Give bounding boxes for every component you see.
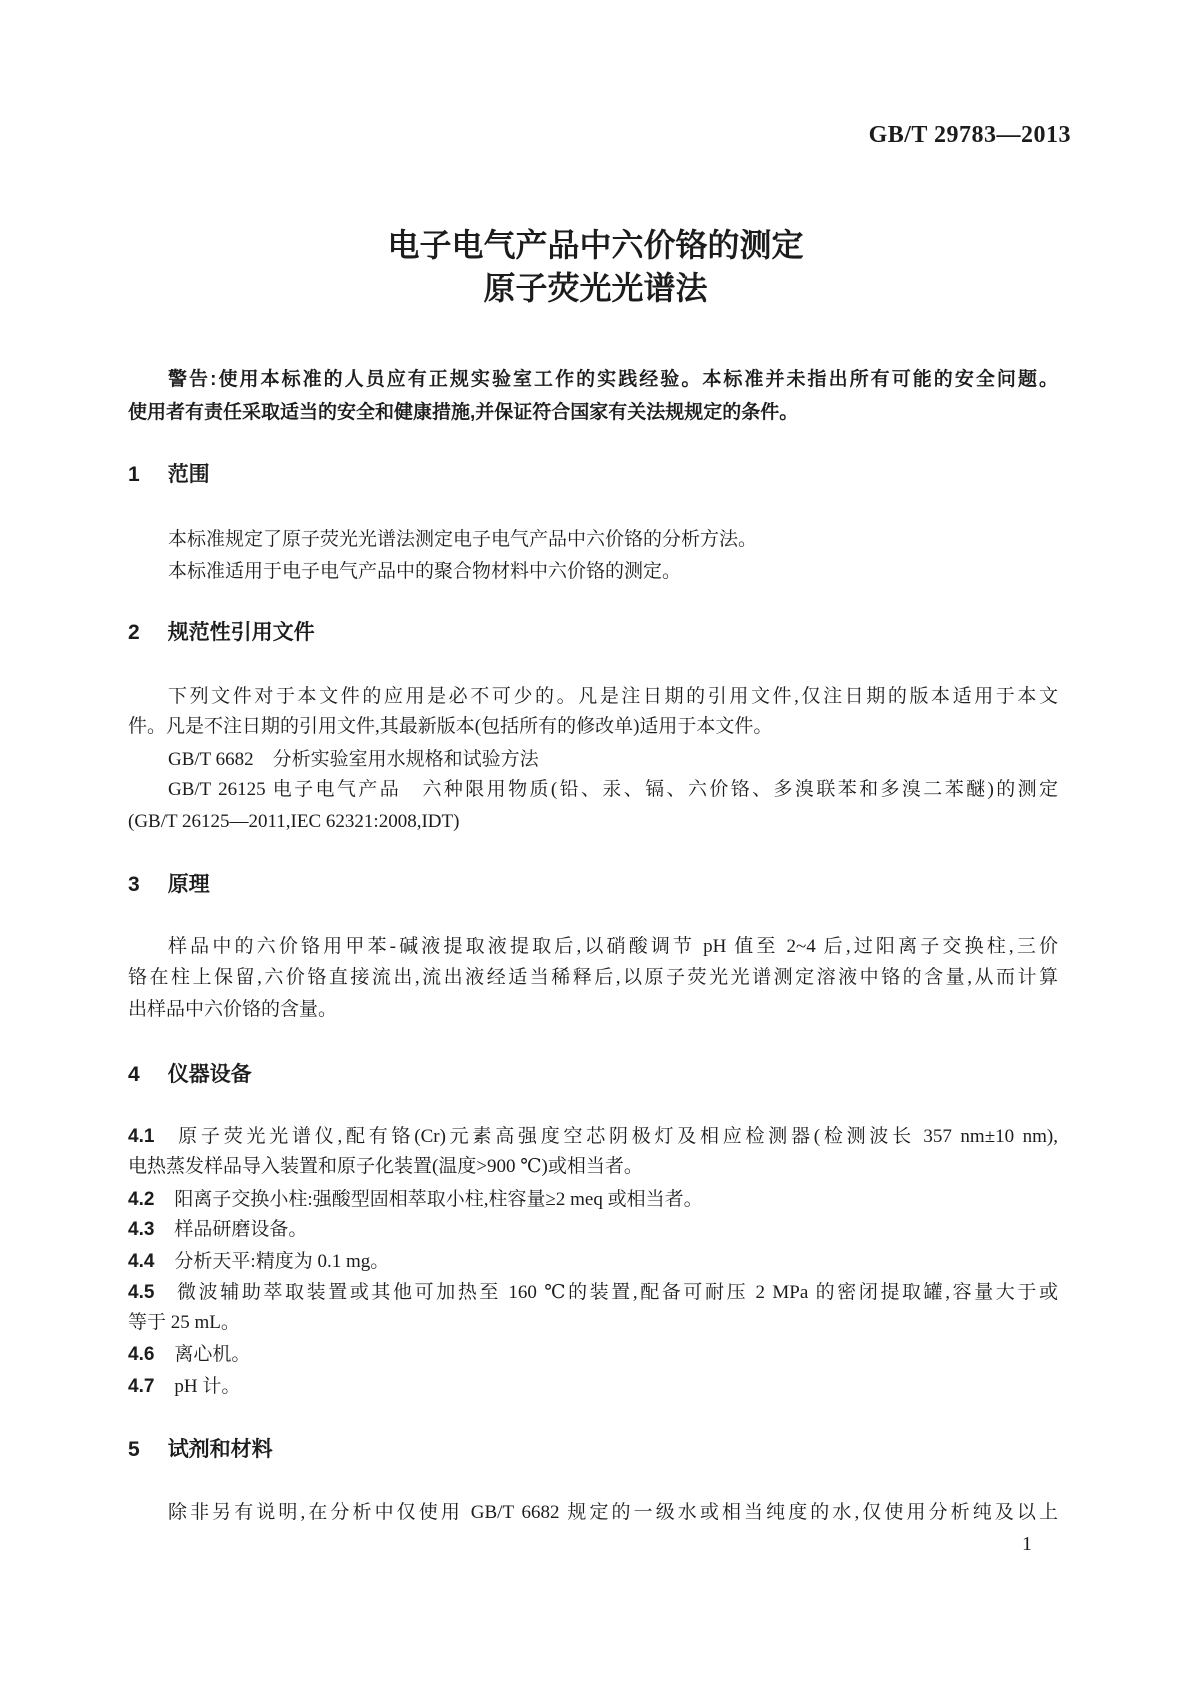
section-2-title: 规范性引用文件 xyxy=(167,621,315,644)
document-title-line1: 电子电气产品中六价铬的测定 xyxy=(387,227,804,263)
section-2-paragraph-line2: 件。凡是不注日期的引用文件,其最新版本(包括所有的修改单)适用于本文件。 xyxy=(128,716,773,737)
item-4-3-number: 4.3 xyxy=(128,1219,155,1240)
item-4-7 xyxy=(128,1372,1058,1402)
item-4-7-text: pH 计。 xyxy=(174,1376,241,1397)
section-3-paragraph-line1: 样品中的六价铬用甲苯-碱液提取液提取后,以硝酸调节 pH 值至 2~4 后,过阳离子交换柱,三价 xyxy=(168,936,1058,957)
section-1-paragraph-2: 本标准适用于电子电气产品中的聚合物材料中六价铬的测定。 xyxy=(168,561,682,582)
warning-paragraph-line2: 使用者有责任采取适当的安全和健康措施,并保证符合国家有关法规规定的条件。 xyxy=(128,402,799,423)
item-4-1-line2: 电热蒸发样品导入装置和原子化装置(温度>900 ℃)或相当者。 xyxy=(128,1156,643,1177)
item-4-2-text: 阳离子交换小柱:强酸型固相萃取小柱,柱容量≥2 meq 或相当者。 xyxy=(174,1189,703,1210)
reference-gbt26125-line1: GB/T 26125 电子电气产品 六种限用物质(铅、汞、镉、六价铬、多溴联苯和多溴二苯醚)的测定 xyxy=(168,779,1058,800)
item-4-2-number: 4.2 xyxy=(128,1189,155,1210)
item-4-4 xyxy=(128,1247,1058,1277)
section-2-number: 2 xyxy=(128,621,140,644)
item-4-5-line1 xyxy=(128,1278,1058,1308)
section-5-paragraph-line1: 除非另有说明,在分析中仅使用 GB/T 6682 规定的一级水或相当纯度的水,仅使用分析纯及以上 xyxy=(168,1502,1058,1523)
section-2-heading xyxy=(128,618,315,648)
document-title xyxy=(0,224,1191,310)
item-4-1-number: 4.1 xyxy=(128,1126,155,1147)
reference-gbt26125-line2: (GB/T 26125—2011,IEC 62321:2008,IDT) xyxy=(128,811,460,832)
section-1-title: 范围 xyxy=(167,463,210,486)
item-4-5-line2: 等于 25 mL。 xyxy=(128,1312,240,1333)
standard-code: GB/T 29783—2013 xyxy=(868,122,1071,148)
section-4-number: 4 xyxy=(128,1063,140,1086)
section-3-paragraph-line2: 铬在柱上保留,六价铬直接流出,流出液经适当稀释后,以原子荧光光谱测定溶液中铬的含量,从而计算 xyxy=(128,967,1058,988)
item-4-6 xyxy=(128,1340,1058,1370)
section-1-heading xyxy=(128,460,210,490)
item-4-1-line1 xyxy=(128,1122,1058,1152)
reference-gbt6682: GB/T 6682 分析实验室用水规格和试验方法 xyxy=(168,749,539,770)
section-5-title: 试剂和材料 xyxy=(167,1438,273,1461)
item-4-7-number: 4.7 xyxy=(128,1376,155,1397)
section-3-heading xyxy=(128,870,210,900)
section-5-heading xyxy=(128,1435,273,1465)
item-4-6-number: 4.6 xyxy=(128,1344,155,1365)
document-title-line2: 原子荧光光谱法 xyxy=(483,270,708,306)
section-3-number: 3 xyxy=(128,873,140,896)
item-4-3 xyxy=(128,1215,1058,1245)
item-4-4-number: 4.4 xyxy=(128,1251,155,1272)
section-4-heading xyxy=(128,1060,252,1090)
section-1-number: 1 xyxy=(128,463,140,486)
section-3-paragraph-line3: 出样品中六价铬的含量。 xyxy=(128,999,338,1020)
item-4-4-text: 分析天平:精度为 0.1 mg。 xyxy=(174,1251,390,1272)
section-1-paragraph-1: 本标准规定了原子荧光光谱法测定电子电气产品中六价铬的分析方法。 xyxy=(168,529,758,550)
item-4-5-number: 4.5 xyxy=(128,1282,155,1303)
section-4-title: 仪器设备 xyxy=(167,1063,252,1086)
item-4-1-text: 原子荧光光谱仪,配有铬(Cr)元素高强度空芯阴极灯及相应检测器(检测波长 357 nm±10 nm), xyxy=(174,1126,1058,1147)
section-5-number: 5 xyxy=(128,1438,140,1461)
section-3-title: 原理 xyxy=(167,873,210,896)
item-4-5-text: 微波辅助萃取装置或其他可加热至 160 ℃的装置,配备可耐压 2 MPa 的密闭提取罐,容量大于或 xyxy=(174,1282,1058,1303)
item-4-3-text: 样品研磨设备。 xyxy=(174,1219,308,1240)
item-4-2 xyxy=(128,1185,1058,1215)
section-2-paragraph-line1: 下列文件对于本文件的应用是必不可少的。凡是注日期的引用文件,仅注日期的版本适用于本文 xyxy=(168,686,1058,707)
page-number: 1 xyxy=(1022,1533,1032,1555)
warning-paragraph-line1: 警告:使用本标准的人员应有正规实验室工作的实践经验。本标准并未指出所有可能的安全问题。 xyxy=(168,369,1058,390)
item-4-6-text: 离心机。 xyxy=(174,1344,251,1365)
